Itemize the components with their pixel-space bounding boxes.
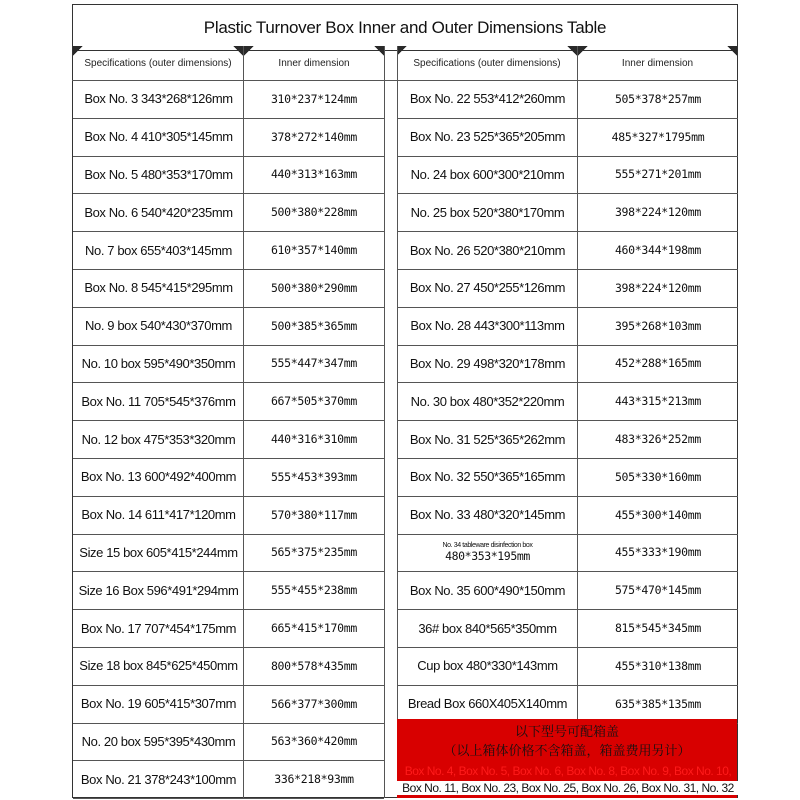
spec-text: 480*353*195mm <box>445 548 530 563</box>
column-divider <box>577 46 578 719</box>
left-spec-cell: Box No. 4 410*305*145mm <box>84 129 233 145</box>
left-inner-cell: 440*313*163mm <box>270 167 358 182</box>
right-spec-cell: Bread Box 660X405X140mm <box>407 696 568 712</box>
left-spec-cell: Box No. 17 707*454*175mm <box>80 620 237 636</box>
column-divider <box>397 46 398 719</box>
right-inner-cell: 443*315*213mm <box>614 394 702 409</box>
left-spec-cell: No. 20 box 595*395*430mm <box>81 733 236 749</box>
lid-notice-subtitle: （以上箱体价格不含箱盖，箱盖费用另计） <box>443 744 691 759</box>
left-spec-cell: No. 9 box 540*430*370mm <box>85 318 232 334</box>
left-spec-cell: No. 7 box 655*403*145mm <box>85 242 232 258</box>
right-inner-cell: 455*300*140mm <box>614 507 702 522</box>
header-right-inner: Inner dimension <box>578 46 737 80</box>
right-spec-cell: No. 25 box 520*380*170mm <box>410 204 565 220</box>
lid-models-line-2: Box No. 11, Box No. 23, Box No. 25, Box No. 26, Box No. 31, No. 32 <box>395 781 741 795</box>
right-spec-cell: Box No. 33 480*320*145mm <box>409 507 566 523</box>
right-spec-cell: Box No. 28 443*300*113mm <box>410 318 565 334</box>
right-spec-cell <box>397 534 578 572</box>
right-spec-cell: 36# box 840*565*350mm <box>418 620 557 636</box>
right-inner-cell: 460*344*198mm <box>614 243 702 258</box>
left-inner-cell: 500*380*228mm <box>270 205 358 220</box>
right-inner-cell: 452*288*165mm <box>614 356 702 371</box>
left-inner-cell: 500*385*365mm <box>270 318 358 333</box>
right-inner-cell: 635*385*135mm <box>614 696 702 711</box>
left-inner-cell: 566*377*300mm <box>270 696 358 711</box>
lid-models-line-1: Box No. 4, Box No. 5, Box No. 6, Box No. 8, Box No. 9, Box No. 10, <box>404 764 732 778</box>
right-inner-cell: 455*310*138mm <box>614 658 702 673</box>
left-spec-cell: Box No. 11 705*545*376mm <box>81 393 236 409</box>
header-right-spec: Specifications (outer dimensions) <box>397 46 577 80</box>
left-spec-cell: Size 18 box 845*625*450mm <box>79 658 238 674</box>
spec-note: No. 34 tableware disinfection box <box>442 541 533 549</box>
right-spec-cell: Box No. 23 525*365*205mm <box>409 129 566 145</box>
left-inner-cell: 440*316*310mm <box>270 432 358 447</box>
right-inner-cell: 815*545*345mm <box>614 621 702 636</box>
column-divider <box>243 46 244 798</box>
right-inner-cell: 555*271*201mm <box>614 167 702 182</box>
right-spec-cell: Box No. 26 520*380*210mm <box>409 242 566 258</box>
left-spec-cell: Box No. 19 605*415*307mm <box>80 696 237 712</box>
right-inner-cell: 575*470*145mm <box>614 583 702 598</box>
right-inner-cell: 398*224*120mm <box>614 280 702 295</box>
left-spec-cell: Size 15 box 605*415*244mm <box>79 544 238 560</box>
right-spec-cell: No. 30 box 480*352*220mm <box>410 393 565 409</box>
right-inner-cell: 455*333*190mm <box>614 545 702 560</box>
left-inner-cell: 555*453*393mm <box>270 469 358 484</box>
left-inner-cell: 563*360*420mm <box>270 734 358 749</box>
left-inner-cell: 378*272*140mm <box>270 129 358 144</box>
left-inner-cell: 565*375*235mm <box>270 545 358 560</box>
table-title: Plastic Turnover Box Inner and Outer Dimensions Table <box>73 5 737 51</box>
left-inner-cell: 665*415*170mm <box>270 621 358 636</box>
left-spec-cell: Size 16 Box 596*491*294mm <box>78 582 239 598</box>
right-inner-cell: 505*330*160mm <box>614 469 702 484</box>
right-spec-cell: Box No. 27 450*255*126mm <box>409 280 566 296</box>
lid-notice-title: 以下型号可配箱盖 <box>514 725 619 740</box>
header-left-spec: Specifications (outer dimensions) <box>73 46 243 80</box>
row-divider <box>73 798 384 799</box>
right-spec-cell: Box No. 32 550*365*165mm <box>409 469 566 485</box>
left-inner-cell: 800*578*435mm <box>270 658 358 673</box>
left-inner-cell: 667*505*370mm <box>270 394 358 409</box>
right-spec-cell: No. 24 box 600*300*210mm <box>410 166 565 182</box>
right-inner-cell: 483*326*252mm <box>614 432 702 447</box>
left-spec-cell: No. 12 box 475*353*320mm <box>81 431 236 447</box>
left-spec-cell: Box No. 14 611*417*120mm <box>81 507 236 523</box>
left-inner-cell: 500*380*290mm <box>270 280 358 295</box>
left-inner-cell: 310*237*124mm <box>270 91 358 106</box>
right-spec-cell: Box No. 29 498*320*178mm <box>409 355 566 371</box>
right-spec-cell: Box No. 35 600*490*150mm <box>409 582 566 598</box>
left-spec-cell: Box No. 3 343*268*126mm <box>84 91 233 107</box>
left-inner-cell: 555*455*238mm <box>270 583 358 598</box>
left-inner-cell: 610*357*140mm <box>270 243 358 258</box>
right-spec-cell: Box No. 31 525*365*262mm <box>409 431 566 447</box>
right-spec-cell: Box No. 22 553*412*260mm <box>409 91 566 107</box>
column-divider <box>384 46 385 798</box>
left-spec-cell: Box No. 21 378*243*100mm <box>80 771 237 787</box>
header-left-inner: Inner dimension <box>244 46 384 80</box>
left-spec-cell: No. 10 box 595*490*350mm <box>81 355 236 371</box>
right-inner-cell: 398*224*120mm <box>614 205 702 220</box>
left-spec-cell: Box No. 8 545*415*295mm <box>84 280 233 296</box>
right-inner-cell: 485*327*1795mm <box>611 129 705 144</box>
right-inner-cell: 505*378*257mm <box>614 91 702 106</box>
right-inner-cell: 395*268*103mm <box>614 318 702 333</box>
right-spec-cell: Cup box 480*330*143mm <box>417 658 558 674</box>
left-inner-cell: 555*447*347mm <box>270 356 358 371</box>
left-spec-cell: Box No. 5 480*353*170mm <box>84 166 233 182</box>
left-spec-cell: Box No. 13 600*492*400mm <box>80 469 237 485</box>
left-inner-cell: 570*380*117mm <box>270 507 358 522</box>
left-spec-cell: Box No. 6 540*420*235mm <box>84 204 233 220</box>
left-inner-cell: 336*218*93mm <box>274 772 354 787</box>
